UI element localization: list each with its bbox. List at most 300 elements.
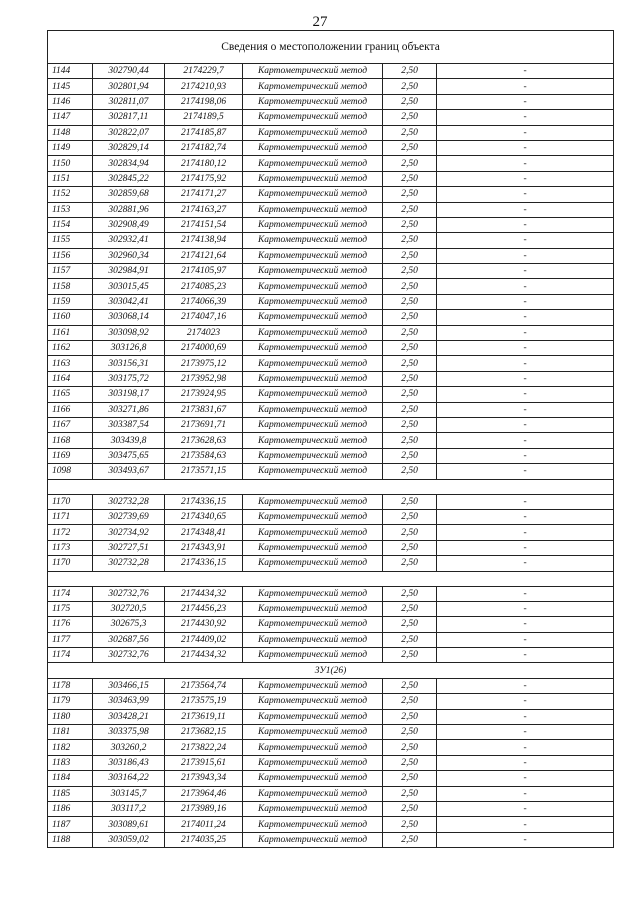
accuracy-cell: 2,50 — [383, 233, 437, 248]
y-coordinate-cell: 2174182,74 — [165, 140, 243, 155]
accuracy-cell: 2,50 — [383, 525, 437, 540]
table-row — [48, 264, 614, 279]
x-coordinate-cell: 302960,34 — [93, 248, 165, 263]
y-coordinate-cell: 2173682,15 — [165, 725, 243, 740]
description-cell: - — [437, 294, 614, 309]
y-coordinate-cell: 2174180,12 — [165, 156, 243, 171]
x-coordinate-cell: 302811,07 — [93, 94, 165, 109]
method-cell: Картометрический метод — [243, 755, 383, 770]
method-cell: Картометрический метод — [243, 325, 383, 340]
table-row — [48, 110, 614, 125]
method-cell: Картометрический метод — [243, 709, 383, 724]
accuracy-cell: 2,50 — [383, 801, 437, 816]
method-cell: Картометрический метод — [243, 694, 383, 709]
table-row — [48, 601, 614, 616]
y-coordinate-cell: 2174198,06 — [165, 94, 243, 109]
method-cell: Картометрический метод — [243, 279, 383, 294]
point-number-cell: 1151 — [48, 171, 93, 186]
y-coordinate-cell: 2174175,92 — [165, 171, 243, 186]
description-cell: - — [437, 248, 614, 263]
point-number-cell: 1164 — [48, 371, 93, 386]
table-row — [48, 217, 614, 232]
description-cell: - — [437, 356, 614, 371]
method-cell: Картометрический метод — [243, 387, 383, 402]
description-cell: - — [437, 648, 614, 663]
x-coordinate-cell: 303466,15 — [93, 678, 165, 693]
x-coordinate-cell: 303493,67 — [93, 464, 165, 479]
method-cell: Картометрический метод — [243, 433, 383, 448]
description-cell: - — [437, 617, 614, 632]
x-coordinate-cell: 302859,68 — [93, 187, 165, 202]
point-number-cell: 1180 — [48, 709, 93, 724]
table-row — [48, 279, 614, 294]
point-number-cell: 1174 — [48, 648, 93, 663]
description-cell: - — [437, 817, 614, 832]
accuracy-cell: 2,50 — [383, 586, 437, 601]
point-number-cell: 1161 — [48, 325, 93, 340]
x-coordinate-cell: 303117,2 — [93, 801, 165, 816]
table-row — [48, 586, 614, 601]
method-cell: Картометрический метод — [243, 294, 383, 309]
table-row — [48, 632, 614, 647]
separator-cell — [48, 479, 614, 494]
x-coordinate-cell: 302732,76 — [93, 648, 165, 663]
point-number-cell: 1162 — [48, 341, 93, 356]
description-cell: - — [437, 125, 614, 140]
accuracy-cell: 2,50 — [383, 755, 437, 770]
description-cell: - — [437, 540, 614, 555]
table-row — [48, 310, 614, 325]
point-number-cell: 1144 — [48, 64, 93, 79]
method-cell: Картометрический метод — [243, 617, 383, 632]
table-row — [48, 202, 614, 217]
x-coordinate-cell: 303059,02 — [93, 832, 165, 847]
description-cell: - — [437, 325, 614, 340]
y-coordinate-cell: 2174011,24 — [165, 817, 243, 832]
x-coordinate-cell: 303387,54 — [93, 417, 165, 432]
method-cell: Картометрический метод — [243, 740, 383, 755]
method-cell: Картометрический метод — [243, 171, 383, 186]
description-cell: - — [437, 217, 614, 232]
x-coordinate-cell: 303089,61 — [93, 817, 165, 832]
x-coordinate-cell: 302801,94 — [93, 79, 165, 94]
method-cell: Картометрический метод — [243, 448, 383, 463]
description-cell: - — [437, 156, 614, 171]
table-row — [48, 294, 614, 309]
accuracy-cell: 2,50 — [383, 294, 437, 309]
point-number-cell: 1175 — [48, 601, 93, 616]
table-row — [48, 709, 614, 724]
y-coordinate-cell: 2173564,74 — [165, 678, 243, 693]
table-row — [48, 417, 614, 432]
x-coordinate-cell: 303186,43 — [93, 755, 165, 770]
y-coordinate-cell: 2174210,93 — [165, 79, 243, 94]
method-cell: Картометрический метод — [243, 525, 383, 540]
method-cell: Картометрический метод — [243, 556, 383, 571]
y-coordinate-cell: 2173575,19 — [165, 694, 243, 709]
x-coordinate-cell: 302734,92 — [93, 525, 165, 540]
description-cell: - — [437, 94, 614, 109]
description-cell: - — [437, 64, 614, 79]
x-coordinate-cell: 302739,69 — [93, 509, 165, 524]
x-coordinate-cell: 302675,3 — [93, 617, 165, 632]
x-coordinate-cell: 303098,92 — [93, 325, 165, 340]
y-coordinate-cell: 2174035,25 — [165, 832, 243, 847]
method-cell: Картометрический метод — [243, 509, 383, 524]
table-title: Сведения о местоположении границ объекта — [48, 31, 614, 64]
accuracy-cell: 2,50 — [383, 617, 437, 632]
method-cell: Картометрический метод — [243, 725, 383, 740]
point-number-cell: 1182 — [48, 740, 93, 755]
description-cell: - — [437, 464, 614, 479]
point-number-cell: 1183 — [48, 755, 93, 770]
x-coordinate-cell: 303145,7 — [93, 786, 165, 801]
point-number-cell: 1154 — [48, 217, 93, 232]
accuracy-cell: 2,50 — [383, 217, 437, 232]
table-row — [48, 79, 614, 94]
table-row — [48, 140, 614, 155]
y-coordinate-cell: 2174105,97 — [165, 264, 243, 279]
description-cell: - — [437, 202, 614, 217]
point-number-cell: 1147 — [48, 110, 93, 125]
accuracy-cell: 2,50 — [383, 725, 437, 740]
x-coordinate-cell: 302732,28 — [93, 556, 165, 571]
separator-row — [48, 571, 614, 586]
method-cell: Картометрический метод — [243, 64, 383, 79]
point-number-cell: 1185 — [48, 786, 93, 801]
point-number-cell: 1176 — [48, 617, 93, 632]
x-coordinate-cell: 302817,11 — [93, 110, 165, 125]
table-row — [48, 540, 614, 555]
y-coordinate-cell: 2174121,64 — [165, 248, 243, 263]
accuracy-cell: 2,50 — [383, 786, 437, 801]
x-coordinate-cell: 302829,14 — [93, 140, 165, 155]
y-coordinate-cell: 2173584,63 — [165, 448, 243, 463]
x-coordinate-cell: 302790,44 — [93, 64, 165, 79]
table-row — [48, 341, 614, 356]
accuracy-cell: 2,50 — [383, 156, 437, 171]
table-row — [48, 755, 614, 770]
y-coordinate-cell: 2174456,23 — [165, 601, 243, 616]
description-cell: - — [437, 140, 614, 155]
y-coordinate-cell: 2174185,87 — [165, 125, 243, 140]
method-cell: Картометрический метод — [243, 786, 383, 801]
method-cell: Картометрический метод — [243, 79, 383, 94]
x-coordinate-cell: 302732,28 — [93, 494, 165, 509]
method-cell: Картометрический метод — [243, 248, 383, 263]
description-cell: - — [437, 371, 614, 386]
x-coordinate-cell: 302984,91 — [93, 264, 165, 279]
y-coordinate-cell: 2174434,32 — [165, 648, 243, 663]
y-coordinate-cell: 2174336,15 — [165, 556, 243, 571]
y-coordinate-cell: 2174430,92 — [165, 617, 243, 632]
method-cell: Картометрический метод — [243, 678, 383, 693]
y-coordinate-cell: 2173915,61 — [165, 755, 243, 770]
point-number-cell: 1170 — [48, 556, 93, 571]
x-coordinate-cell: 303164,22 — [93, 771, 165, 786]
description-cell: - — [437, 771, 614, 786]
x-coordinate-cell: 302822,07 — [93, 125, 165, 140]
description-cell: - — [437, 79, 614, 94]
method-cell: Картометрический метод — [243, 632, 383, 647]
accuracy-cell: 2,50 — [383, 448, 437, 463]
x-coordinate-cell: 303260,2 — [93, 740, 165, 755]
description-cell: - — [437, 801, 614, 816]
x-coordinate-cell: 302834,94 — [93, 156, 165, 171]
point-number-cell: 1168 — [48, 433, 93, 448]
point-number-cell: 1170 — [48, 494, 93, 509]
point-number-cell: 1150 — [48, 156, 93, 171]
method-cell: Картометрический метод — [243, 341, 383, 356]
description-cell: - — [437, 586, 614, 601]
point-number-cell: 1178 — [48, 678, 93, 693]
section-label-row — [48, 663, 614, 678]
y-coordinate-cell: 2173628,63 — [165, 433, 243, 448]
point-number-cell: 1098 — [48, 464, 93, 479]
y-coordinate-cell: 2174000,69 — [165, 341, 243, 356]
y-coordinate-cell: 2174409,02 — [165, 632, 243, 647]
point-number-cell: 1187 — [48, 817, 93, 832]
accuracy-cell: 2,50 — [383, 740, 437, 755]
accuracy-cell: 2,50 — [383, 817, 437, 832]
point-number-cell: 1172 — [48, 525, 93, 540]
x-coordinate-cell: 302932,41 — [93, 233, 165, 248]
table-row — [48, 325, 614, 340]
table-title-row — [48, 31, 614, 64]
method-cell: Картометрический метод — [243, 801, 383, 816]
description-cell: - — [437, 264, 614, 279]
method-cell: Картометрический метод — [243, 371, 383, 386]
y-coordinate-cell: 2173831,67 — [165, 402, 243, 417]
point-number-cell: 1153 — [48, 202, 93, 217]
description-cell: - — [437, 187, 614, 202]
y-coordinate-cell: 2173975,12 — [165, 356, 243, 371]
section-label: ЗУ1(26) — [48, 663, 614, 678]
x-coordinate-cell: 303175,72 — [93, 371, 165, 386]
method-cell: Картометрический метод — [243, 94, 383, 109]
accuracy-cell: 2,50 — [383, 556, 437, 571]
point-number-cell: 1167 — [48, 417, 93, 432]
point-number-cell: 1186 — [48, 801, 93, 816]
accuracy-cell: 2,50 — [383, 433, 437, 448]
x-coordinate-cell: 302845,22 — [93, 171, 165, 186]
point-number-cell: 1181 — [48, 725, 93, 740]
table-row — [48, 648, 614, 663]
description-cell: - — [437, 310, 614, 325]
page-number: 27 — [312, 14, 328, 30]
x-coordinate-cell: 303428,21 — [93, 709, 165, 724]
point-number-cell: 1146 — [48, 94, 93, 109]
point-number-cell: 1166 — [48, 402, 93, 417]
x-coordinate-cell: 302908,49 — [93, 217, 165, 232]
accuracy-cell: 2,50 — [383, 417, 437, 432]
description-cell: - — [437, 755, 614, 770]
table-row — [48, 694, 614, 709]
x-coordinate-cell: 303439,8 — [93, 433, 165, 448]
table-row — [48, 402, 614, 417]
method-cell: Картометрический метод — [243, 648, 383, 663]
y-coordinate-cell: 2174047,16 — [165, 310, 243, 325]
description-cell: - — [437, 694, 614, 709]
accuracy-cell: 2,50 — [383, 202, 437, 217]
method-cell: Картометрический метод — [243, 402, 383, 417]
point-number-cell: 1177 — [48, 632, 93, 647]
method-cell: Картометрический метод — [243, 417, 383, 432]
x-coordinate-cell: 303042,41 — [93, 294, 165, 309]
y-coordinate-cell: 2174138,94 — [165, 233, 243, 248]
point-number-cell: 1149 — [48, 140, 93, 155]
table-row — [48, 801, 614, 816]
y-coordinate-cell: 2173924,95 — [165, 387, 243, 402]
y-coordinate-cell: 2174171,27 — [165, 187, 243, 202]
accuracy-cell: 2,50 — [383, 371, 437, 386]
boundary-table-frame — [47, 30, 613, 848]
accuracy-cell: 2,50 — [383, 264, 437, 279]
point-number-cell: 1159 — [48, 294, 93, 309]
separator-row — [48, 479, 614, 494]
point-number-cell: 1188 — [48, 832, 93, 847]
description-cell: - — [437, 725, 614, 740]
accuracy-cell: 2,50 — [383, 248, 437, 263]
description-cell: - — [437, 341, 614, 356]
x-coordinate-cell: 303198,17 — [93, 387, 165, 402]
accuracy-cell: 2,50 — [383, 832, 437, 847]
table-row — [48, 740, 614, 755]
point-number-cell: 1163 — [48, 356, 93, 371]
accuracy-cell: 2,50 — [383, 64, 437, 79]
y-coordinate-cell: 2174151,54 — [165, 217, 243, 232]
y-coordinate-cell: 2173619,11 — [165, 709, 243, 724]
accuracy-cell: 2,50 — [383, 94, 437, 109]
accuracy-cell: 2,50 — [383, 648, 437, 663]
method-cell: Картометрический метод — [243, 464, 383, 479]
x-coordinate-cell: 302881,96 — [93, 202, 165, 217]
method-cell: Картометрический метод — [243, 202, 383, 217]
y-coordinate-cell: 2173691,71 — [165, 417, 243, 432]
accuracy-cell: 2,50 — [383, 387, 437, 402]
x-coordinate-cell: 303271,86 — [93, 402, 165, 417]
table-row — [48, 156, 614, 171]
method-cell: Картометрический метод — [243, 586, 383, 601]
point-number-cell: 1158 — [48, 279, 93, 294]
method-cell: Картометрический метод — [243, 125, 383, 140]
y-coordinate-cell: 2173952,98 — [165, 371, 243, 386]
point-number-cell: 1184 — [48, 771, 93, 786]
method-cell: Картометрический метод — [243, 310, 383, 325]
y-coordinate-cell: 2174343,91 — [165, 540, 243, 555]
y-coordinate-cell: 2173943,34 — [165, 771, 243, 786]
table-row — [48, 556, 614, 571]
table-row — [48, 233, 614, 248]
x-coordinate-cell: 303156,31 — [93, 356, 165, 371]
description-cell: - — [437, 448, 614, 463]
y-coordinate-cell: 2173964,46 — [165, 786, 243, 801]
description-cell: - — [437, 233, 614, 248]
description-cell: - — [437, 402, 614, 417]
y-coordinate-cell: 2174085,23 — [165, 279, 243, 294]
point-number-cell: 1173 — [48, 540, 93, 555]
table-row — [48, 125, 614, 140]
description-cell: - — [437, 387, 614, 402]
description-cell: - — [437, 433, 614, 448]
description-cell: - — [437, 678, 614, 693]
point-number-cell: 1160 — [48, 310, 93, 325]
table-row — [48, 94, 614, 109]
point-number-cell: 1165 — [48, 387, 93, 402]
table-row — [48, 509, 614, 524]
description-cell: - — [437, 171, 614, 186]
table-row — [48, 771, 614, 786]
table-row — [48, 248, 614, 263]
point-number-cell: 1155 — [48, 233, 93, 248]
method-cell: Картометрический метод — [243, 140, 383, 155]
accuracy-cell: 2,50 — [383, 632, 437, 647]
description-cell: - — [437, 525, 614, 540]
x-coordinate-cell: 303463,99 — [93, 694, 165, 709]
method-cell: Картометрический метод — [243, 771, 383, 786]
y-coordinate-cell: 2174023 — [165, 325, 243, 340]
table-row — [48, 817, 614, 832]
table-row — [48, 725, 614, 740]
y-coordinate-cell: 2173822,24 — [165, 740, 243, 755]
method-cell: Картометрический метод — [243, 817, 383, 832]
table-row — [48, 356, 614, 371]
description-cell: - — [437, 494, 614, 509]
accuracy-cell: 2,50 — [383, 402, 437, 417]
table-row — [48, 371, 614, 386]
method-cell: Картометрический метод — [243, 356, 383, 371]
y-coordinate-cell: 2173989,16 — [165, 801, 243, 816]
description-cell: - — [437, 417, 614, 432]
y-coordinate-cell: 2174348,41 — [165, 525, 243, 540]
accuracy-cell: 2,50 — [383, 140, 437, 155]
method-cell: Картометрический метод — [243, 540, 383, 555]
table-row — [48, 617, 614, 632]
accuracy-cell: 2,50 — [383, 341, 437, 356]
point-number-cell: 1156 — [48, 248, 93, 263]
accuracy-cell: 2,50 — [383, 310, 437, 325]
y-coordinate-cell: 2174066,39 — [165, 294, 243, 309]
point-number-cell: 1148 — [48, 125, 93, 140]
y-coordinate-cell: 2173571,15 — [165, 464, 243, 479]
separator-cell — [48, 571, 614, 586]
accuracy-cell: 2,50 — [383, 709, 437, 724]
accuracy-cell: 2,50 — [383, 464, 437, 479]
y-coordinate-cell: 2174229,7 — [165, 64, 243, 79]
method-cell: Картометрический метод — [243, 156, 383, 171]
method-cell: Картометрический метод — [243, 187, 383, 202]
accuracy-cell: 2,50 — [383, 171, 437, 186]
x-coordinate-cell: 302727,51 — [93, 540, 165, 555]
point-number-cell: 1174 — [48, 586, 93, 601]
method-cell: Картометрический метод — [243, 264, 383, 279]
table-row — [48, 832, 614, 847]
accuracy-cell: 2,50 — [383, 694, 437, 709]
accuracy-cell: 2,50 — [383, 601, 437, 616]
point-number-cell: 1157 — [48, 264, 93, 279]
point-number-cell: 1145 — [48, 79, 93, 94]
method-cell: Картометрический метод — [243, 110, 383, 125]
table-row — [48, 464, 614, 479]
table-row — [48, 786, 614, 801]
accuracy-cell: 2,50 — [383, 110, 437, 125]
accuracy-cell: 2,50 — [383, 79, 437, 94]
description-cell: - — [437, 601, 614, 616]
table-row — [48, 525, 614, 540]
table-row — [48, 433, 614, 448]
description-cell: - — [437, 632, 614, 647]
accuracy-cell: 2,50 — [383, 771, 437, 786]
